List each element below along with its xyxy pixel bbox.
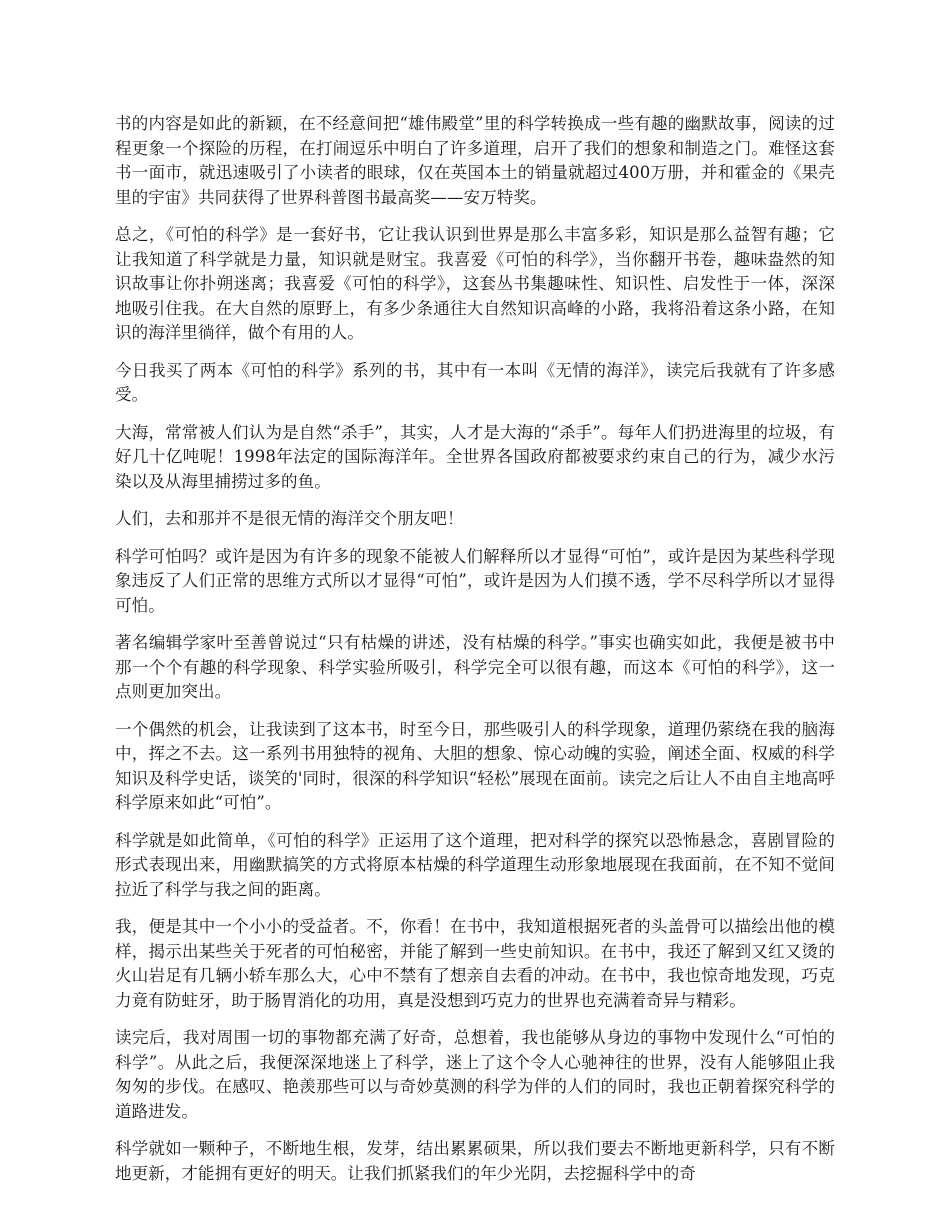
paragraph-10: 我，便是其中一个小小的受益者。不，你看！在书中，我知道根据死者的头盖骨可以描绘出他的模样，揭示出某些关于死者的可怕秘密，并能了解到一些史前知识。在书中，我还了解到又红又烫的火山岩足有几辆小轿车那么大，心中不禁有了想亲自去看的冲动。在书中，我也惊奇地发现，巧克力竟有防蛀牙，助于肠胃消化的功用，真是没想到巧克力的世界也充满着奇异与精彩。 — [115, 917, 835, 1010]
paragraph-5: 人们，去和那并不是很无情的海洋交个朋友吧！ — [115, 509, 464, 528]
paragraph-4: 大海，常常被人们认为是自然“杀手”，其实，人才是大海的“杀手”。每年人们扔进海里的垃圾，有好几十亿吨呢！1998年法定的国际海洋年。全世界各国政府都被要求约束自己的行为，减少水污染以及从海里捕捞过多的鱼。 — [115, 422, 835, 491]
paragraph-9: 科学就是如此简单，《可怕的科学》正运用了这个道理，把对科学的探究以恐怖悬念，喜剧冒险的形式表现出来，用幽默搞笑的方式将原本枯燥的科学道理生动形象地展现在我面前，在不知不觉间拉近了科学与我之间的距离。 — [115, 830, 835, 899]
paragraph-1: 书的内容是如此的新颖，在不经意间把“雄伟殿堂”里的科学转换成一些有趣的幽默故事，阅读的过程更象一个探险的历程，在打闹逗乐中明白了许多道理，启开了我们的想象和制造之门。难怪这套书一面市，就迅速吸引了小读者的眼球，仅在英国本土的销量就超过400万册，并和霍金的《果壳里的宇宙》共同获得了世界科普图书最高奖——安万特奖。 — [115, 114, 835, 207]
paragraph-3: 今日我买了两本《可怕的科学》系列的书，其中有一本叫《无情的海洋》，读完后我就有了许多感受。 — [115, 360, 835, 404]
paragraph-2: 总之，《可怕的科学》是一套好书，它让我认识到世界是那么丰富多彩，知识是那么益智有趣；它让我知道了科学就是力量，知识就是财宝。我喜爱《可怕的科学》，当你翻开书卷，趣味盎然的知识故事让你扑朔迷离；我喜爱《可怕的科学》，这套丛书集趣味性、知识性、启发性于一体，深深地吸引住我。在大自然的原野上，有多少条通往大自然知识高峰的小路，我将沿着这条小路，在知识的海洋里徜徉，做个有用的人。 — [115, 225, 835, 342]
paragraph-12: 科学就如一颗种子，不断地生根，发芽，结出累累硕果，所以我们要去不断地更新科学，只有不断地更新，才能拥有更好的明天。让我们抓紧我们的年少光阴，去挖掘科学中的奇 — [115, 1139, 835, 1183]
paragraph-8: 一个偶然的机会，让我读到了这本书，时至今日，那些吸引人的科学现象，道理仍萦绕在我的脑海中，挥之不去。这一系列书用独特的视角、大胆的想象、惊心动魄的实验，阐述全面、权威的科学知识及科学史话，谈笑的'同时，很深的科学知识“轻松”展现在面前。读完之后让人不由自主地高呼科学原来如此“可怕”。 — [115, 719, 835, 812]
paragraph-11: 读完后，我对周围一切的事物都充满了好奇，总想着，我也能够从身边的事物中发现什么“可怕的科学”。从此之后，我便深深地迷上了科学，迷上了这个令人心驰神往的世界，没有人能够阻止我匆匆的步伐。在感叹、艳羡那些可以与奇妙莫测的科学为伴的人们的同时，我也正朝着探究科学的道路进发。 — [115, 1028, 835, 1121]
paragraph-6: 科学可怕吗？或许是因为有许多的现象不能被人们解释所以才显得“可怕”，或许是因为某些科学现象违反了人们正常的思维方式所以才显得“可怕”，或许是因为人们摸不透，学不尽科学所以才显得可怕。 — [115, 546, 835, 615]
paragraph-7: 著名编辑学家叶至善曾说过“只有枯燥的讲述，没有枯燥的科学。”事实也确实如此，我便是被书中那一个个有趣的科学现象、科学实验所吸引，科学完全可以很有趣，而这本《可怕的科学》，这一点则更加突出。 — [115, 633, 835, 701]
document-body — [115, 112, 835, 1199]
